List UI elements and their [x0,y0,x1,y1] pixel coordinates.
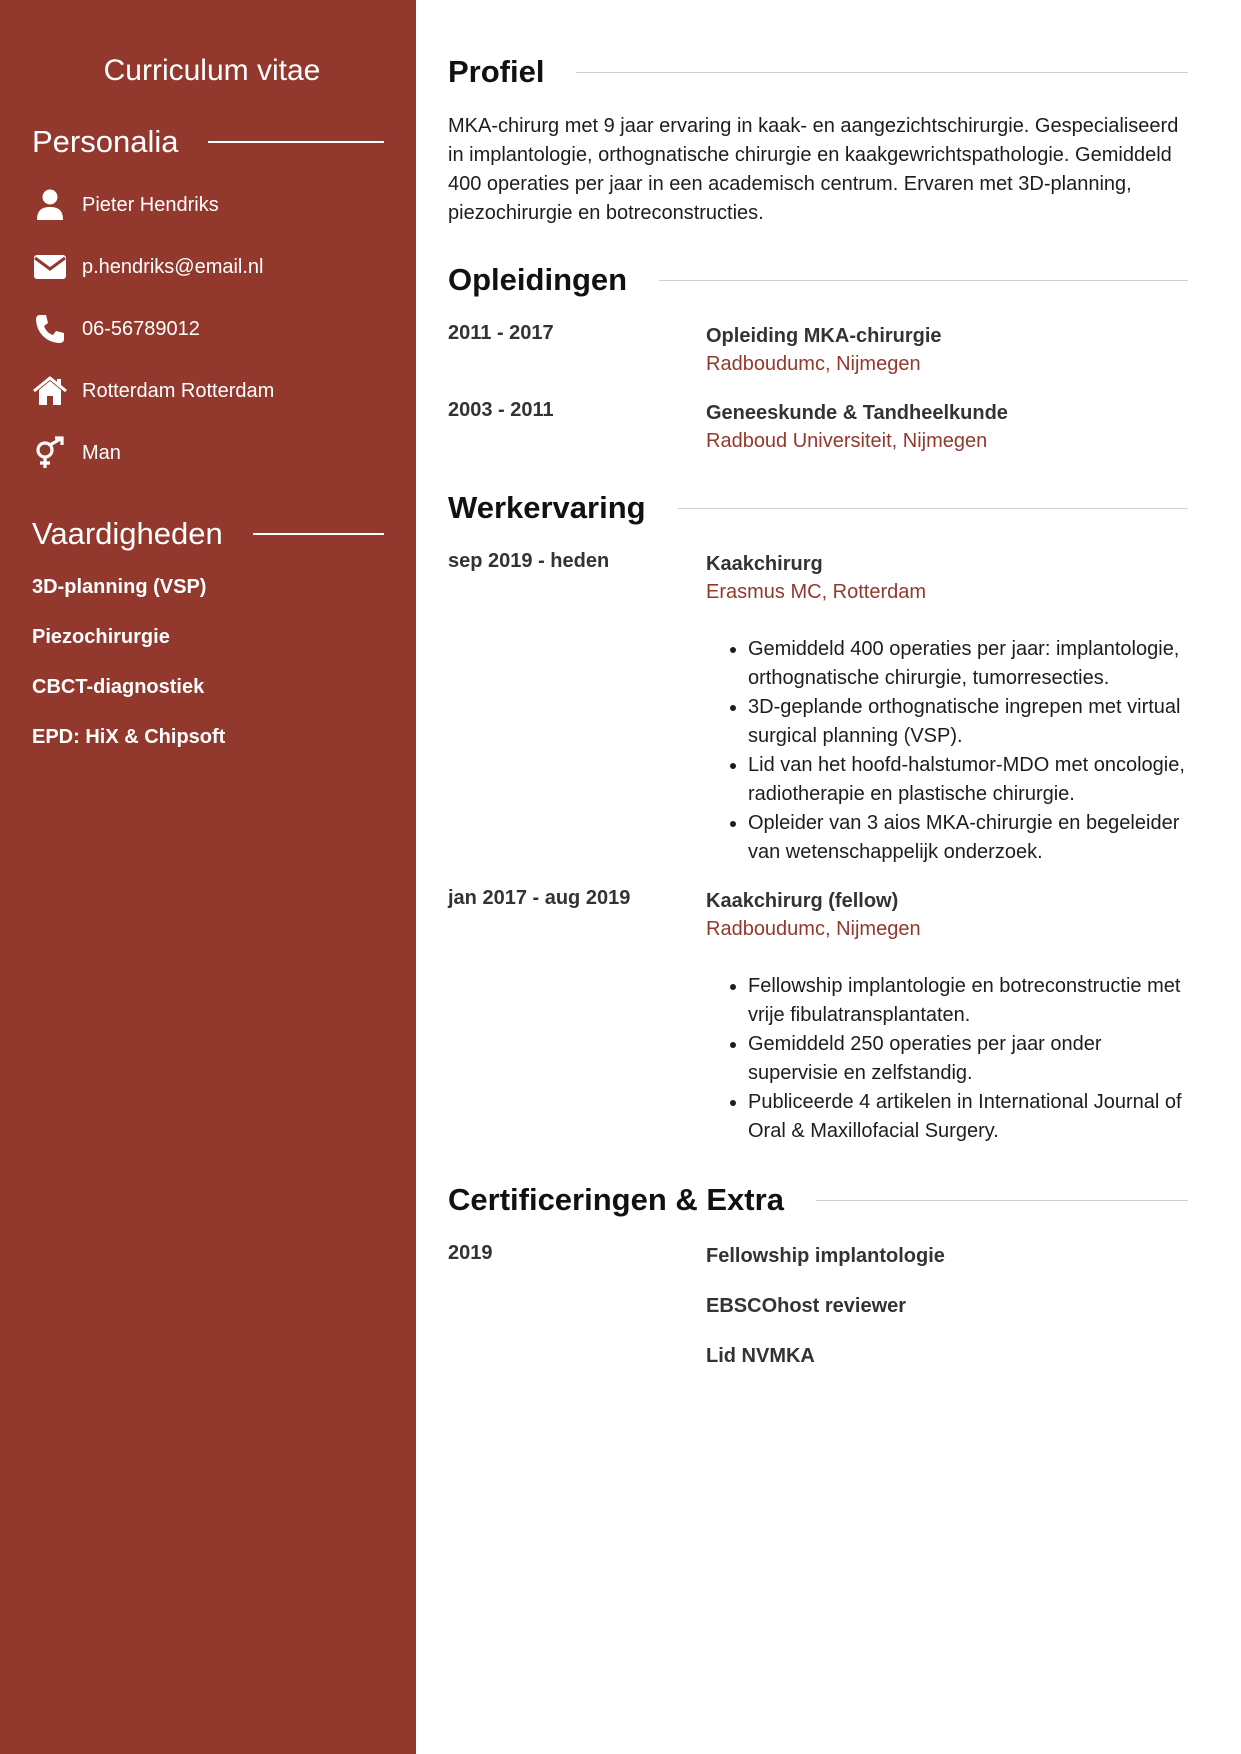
entry-org: Radboudumc, Nijmegen [706,353,921,375]
profile-header [448,54,1188,90]
contact-list [32,174,384,484]
experience-entry [448,550,1188,867]
profile-heading: Profiel [448,54,545,89]
skills-list [32,574,384,774]
entry-title: Geneeskunde & Tandheelkunde [706,402,1008,424]
main-content [448,0,1188,1392]
education-entry [448,322,1188,379]
bullet-item: • Gemiddeld 250 operaties per jaar onder supervisie en zelfstandig. [748,1030,1188,1088]
profile-divider [576,72,1188,73]
envelope-icon [32,249,68,285]
entry-title: Kaakchirurg [706,553,823,575]
user-icon [32,187,68,223]
contact-name-text: Pieter Hendriks [82,193,219,216]
entry-title: Kaakchirurg (fellow) [706,890,899,912]
personalia-divider [208,141,384,143]
entry-title: Opleiding MKA-chirurgie [706,325,942,347]
bullet-item: • Lid van het hoofd-halstumor-MDO met oncologie, radiotherapie en plastische chirurgie. [748,751,1188,809]
entry-org: Erasmus MC, Rotterdam [706,581,927,603]
experience-heading: Werkervaring [448,490,646,525]
entry-date: 2003 - 2011 [448,399,554,421]
education-header [448,262,1188,298]
cert-item: EBSCOhost reviewer [706,1295,907,1317]
contact-gender [32,422,384,484]
entry-date: sep 2019 - heden [448,550,610,572]
education-entry [448,399,1188,456]
personalia-header [32,124,384,160]
contact-address [32,360,384,422]
bullet-item: • Gemiddeld 400 operaties per jaar: implantologie, orthognatische chirurgie, tumorresecties. [748,635,1188,693]
experience-header [448,490,1188,526]
cert-item: Fellowship implantologie [706,1245,945,1267]
certifications-divider [816,1200,1188,1201]
skill-item: Piezochirurgie [32,626,170,648]
certifications-heading: Certificeringen & Extra [448,1182,784,1217]
bullet-item: • 3D-geplande orthognatische ingrepen met virtual surgical planning (VSP). [748,693,1188,751]
skills-heading: Vaardigheden [32,516,223,551]
bullet-item: • Publiceerde 4 artikelen in International Journal of Oral & Maxillofacial Surgery. [748,1088,1188,1146]
bullet-item: • Fellowship implantologie en botreconstructie met vrije fibulatransplantaten. [748,972,1188,1030]
certifications-entry [448,1242,1188,1392]
entry-org: Radboud Universiteit, Nijmegen [706,430,988,452]
skill-item: 3D-planning (VSP) [32,576,207,598]
entry-date: 2011 - 2017 [448,322,554,344]
contact-email-text: p.hendriks@email.nl [82,255,264,278]
contact-email [32,236,384,298]
cv-title: Curriculum vitae [103,54,321,87]
cert-item: Lid NVMKA [706,1345,815,1367]
profile-text: MKA-chirurg met 9 jaar ervaring in kaak- en aangezichtschirurgie. Gespecialiseerd in implantologie, orthognatische chirurgie en kaakgewrichtspathologie. Gemiddeld 400 operaties per jaar in een academisch centrum. Ervaren met 3D-planning, piezochirurgie en botreconstructies. [448,115,1179,224]
home-icon [32,373,68,409]
sidebar [0,0,416,1754]
entry-date: 2019 [448,1242,493,1264]
skills-divider [253,533,384,535]
personalia-heading: Personalia [32,124,179,159]
skill-item: EPD: HiX & Chipsoft [32,726,226,748]
contact-name [32,174,384,236]
entry-org: Radboudumc, Nijmegen [706,918,921,940]
skills-header [32,516,384,552]
education-heading: Opleidingen [448,262,628,297]
entry-bullets [706,972,1188,1146]
entry-date: jan 2017 - aug 2019 [448,887,631,909]
gender-icon [32,435,68,471]
entry-bullets [706,635,1188,867]
certifications-header [448,1182,1188,1218]
education-divider [659,280,1188,281]
phone-icon [32,311,68,347]
bullet-item: • Opleider van 3 aios MKA-chirurgie en begeleider van wetenschappelijk onderzoek. [748,809,1188,867]
contact-phone [32,298,384,360]
contact-phone-text: 06-56789012 [82,317,200,340]
skill-item: CBCT-diagnostiek [32,676,205,698]
contact-address-text: Rotterdam Rotterdam [82,379,275,402]
experience-entry [448,887,1188,1146]
contact-gender-text: Man [82,441,121,464]
experience-divider [678,508,1188,509]
